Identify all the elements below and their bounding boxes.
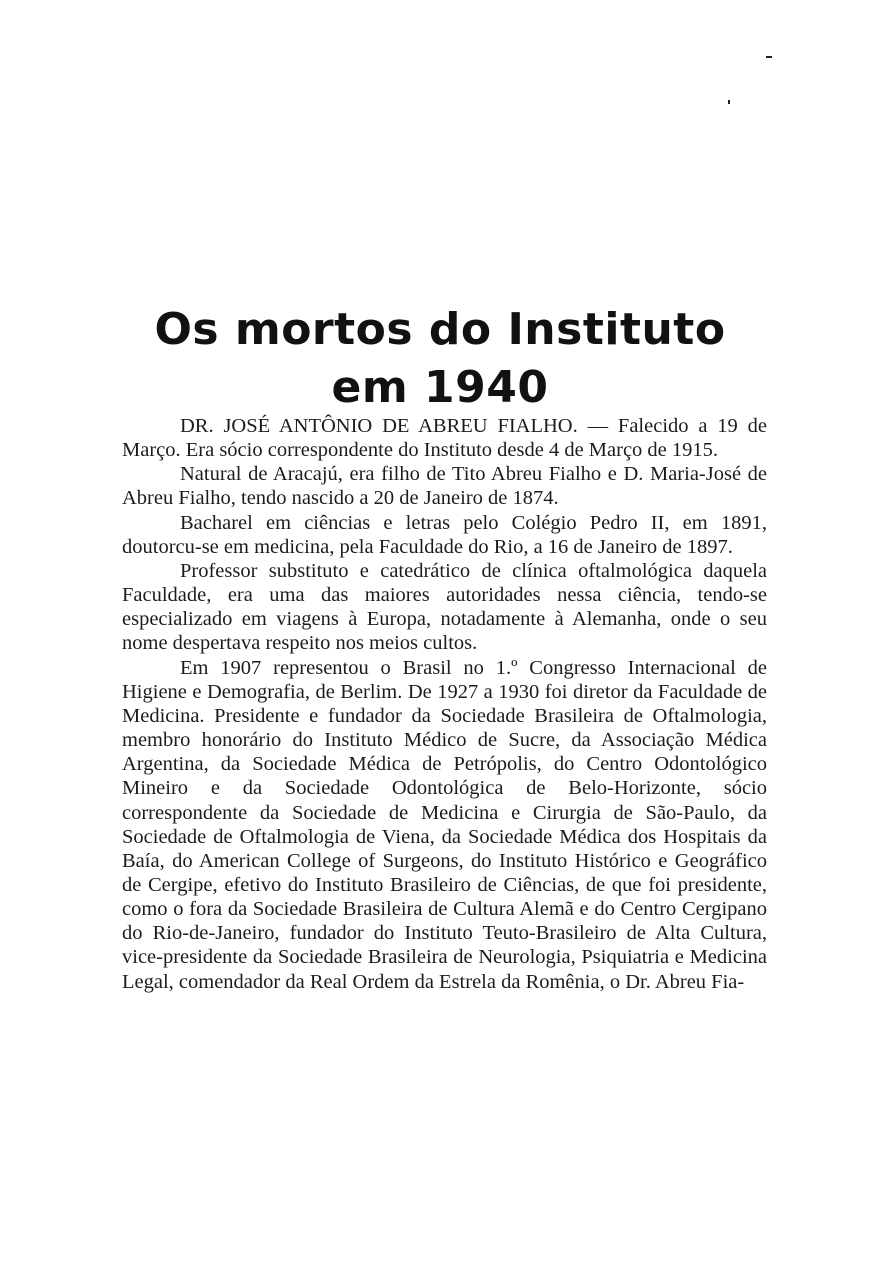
scan-speck (766, 56, 772, 58)
paragraph: DR. JOSÉ ANTÔNIO DE ABREU FIALHO. — Falecido a 19 de Março. Era sócio correspondente do Instituto desde 4 de Março de 1915. (122, 415, 767, 462)
title-line-2: em 1940 (331, 362, 549, 414)
paragraph: Professor substituto e catedrático de clínica oftalmológica daquela Faculdade, era uma das maiores autoridades nessa ciência, tendo-se especializado em viagens à Europa, notadamente à Alemanha, onde o seu nome despertava respeito nos meios cultos. (122, 559, 767, 655)
page-title (120, 301, 760, 417)
paragraph: Natural de Aracajú, era filho de Tito Abreu Fialho e D. Maria-José de Abreu Fialho, tendo nascido a 20 de Janeiro de 1874. (122, 463, 767, 510)
scan-speck (728, 100, 730, 104)
title-line-1: Os mortos do Instituto (154, 304, 726, 356)
article-body (122, 414, 767, 994)
paragraph: Em 1907 representou o Brasil no 1.º Congresso Internacional de Higiene e Demografia, de Berlim. De 1927 a 1930 foi diretor da Faculdade de Medicina. Presidente e fundador da Sociedade Brasileira de Oftalmologia, membro honorário do Instituto Médico de Sucre, da Associação Médica Argentina, da Sociedade Médica de Petrópolis, do Centro Odontológico Mineiro e da Sociedade Odontológica de Belo-Horizonte, sócio correspondente da Sociedade de Medicina e Cirurgia de São-Paulo, da Sociedade de Oftalmologia de Viena, da Sociedade Médica dos Hospitais da Baía, do American College of Surgeons, do Instituto Histórico e Geográfico de Cergipe, efetivo do Instituto Brasileiro de Ciências, de que foi presidente, como o fora da Sociedade Brasileira de Cultura Alemã e do Centro Cergipano do Rio-de-Janeiro, fundador do Instituto Teuto-Brasileiro de Alta Cultura, vice-presidente da Sociedade Brasileira de Neurologia, Psiquiatria e Medicina Legal, comendador da Real Ordem da Estrela da Romênia, o Dr. Abreu Fia- (122, 656, 767, 993)
paragraph: Bacharel em ciências e letras pelo Colégio Pedro II, em 1891, doutorcu-se em medicina, pela Faculdade do Rio, a 16 de Janeiro de 1897. (122, 511, 767, 558)
